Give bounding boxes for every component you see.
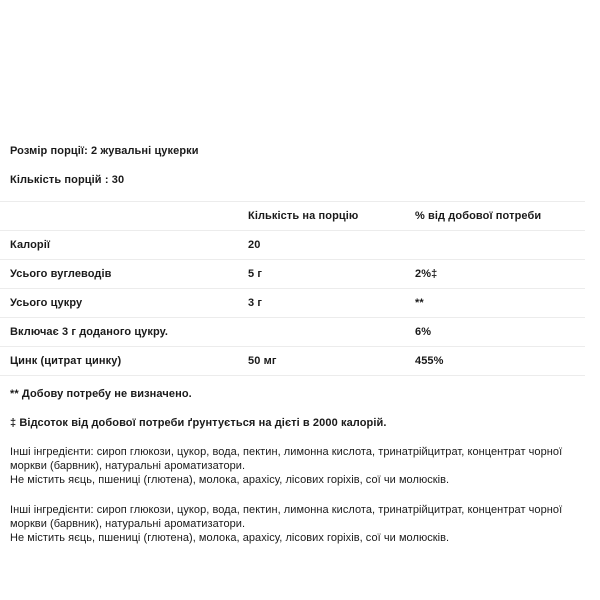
- nutrient-name: Калорії: [10, 239, 51, 251]
- ingredients-block: [0, 503, 600, 545]
- nutrient-amount: 50 мг: [248, 355, 277, 367]
- nutrient-name: Цинк (цитрат цинку): [10, 355, 122, 367]
- other-ingredients-text: Інші інгредієнти: сироп глюкози, цукор, вода, пектин, лимонна кислота, тринатрійцитрат, концентрат чорної моркви (барвник), натуральні ароматизатори.: [10, 446, 563, 472]
- nutrient-name: Усього вуглеводів: [10, 268, 112, 280]
- column-header-nutrient: [0, 202, 248, 231]
- nutrient-daily-value: **: [415, 297, 424, 309]
- nutrient-amount: 3 г: [248, 297, 263, 309]
- nutrient-daily-value: [415, 231, 585, 260]
- table-header-row: [0, 202, 585, 231]
- nutrient-amount: 20: [248, 239, 261, 251]
- allergen-statement-text: Не містить яєць, пшениці (глютена), молока, арахісу, лісових горіхів, сої чи молюсків.: [10, 474, 450, 486]
- nutrient-daily-value: 2%‡: [415, 268, 438, 280]
- table-body: [0, 231, 585, 376]
- serving-information: [0, 0, 600, 187]
- table-row: [0, 318, 585, 347]
- table-row: [0, 347, 585, 376]
- serving-size-line: Розмір порції: 2 жувальні цукерки: [10, 145, 199, 157]
- ingredients-block: [0, 445, 600, 487]
- nutrition-facts-table: [0, 201, 585, 376]
- nutrient-amount: [248, 318, 415, 347]
- footnote-2000-calorie-diet: ‡ Відсоток від добової потреби ґрунтується на дієті в 2000 калорій.: [10, 417, 387, 429]
- nutrient-daily-value: 455%: [415, 355, 444, 367]
- table-row: [0, 231, 585, 260]
- other-ingredients-text: Інші інгредієнти: сироп глюкози, цукор, вода, пектин, лимонна кислота, тринатрійцитрат, концентрат чорної моркви (барвник), натуральні ароматизатори.: [10, 504, 563, 530]
- nutrient-name: Включає 3 г доданого цукру.: [10, 326, 169, 338]
- table-row: [0, 289, 585, 318]
- servings-per-container-line: Кількість порцій : 30: [10, 174, 125, 186]
- column-header-amount-per-serving: Кількість на порцію: [248, 210, 359, 222]
- footnotes-section: [0, 376, 600, 430]
- column-header-daily-value: % від добової потреби: [415, 210, 542, 222]
- nutrient-amount: 5 г: [248, 268, 263, 280]
- nutrient-name: Усього цукру: [10, 297, 83, 309]
- footnote-daily-value-not-established: ** Добову потребу не визначено.: [10, 388, 192, 400]
- table-row: [0, 260, 585, 289]
- allergen-statement-text: Не містить яєць, пшениці (глютена), молока, арахісу, лісових горіхів, сої чи молюсків.: [10, 532, 450, 544]
- nutrient-daily-value: 6%: [415, 326, 432, 338]
